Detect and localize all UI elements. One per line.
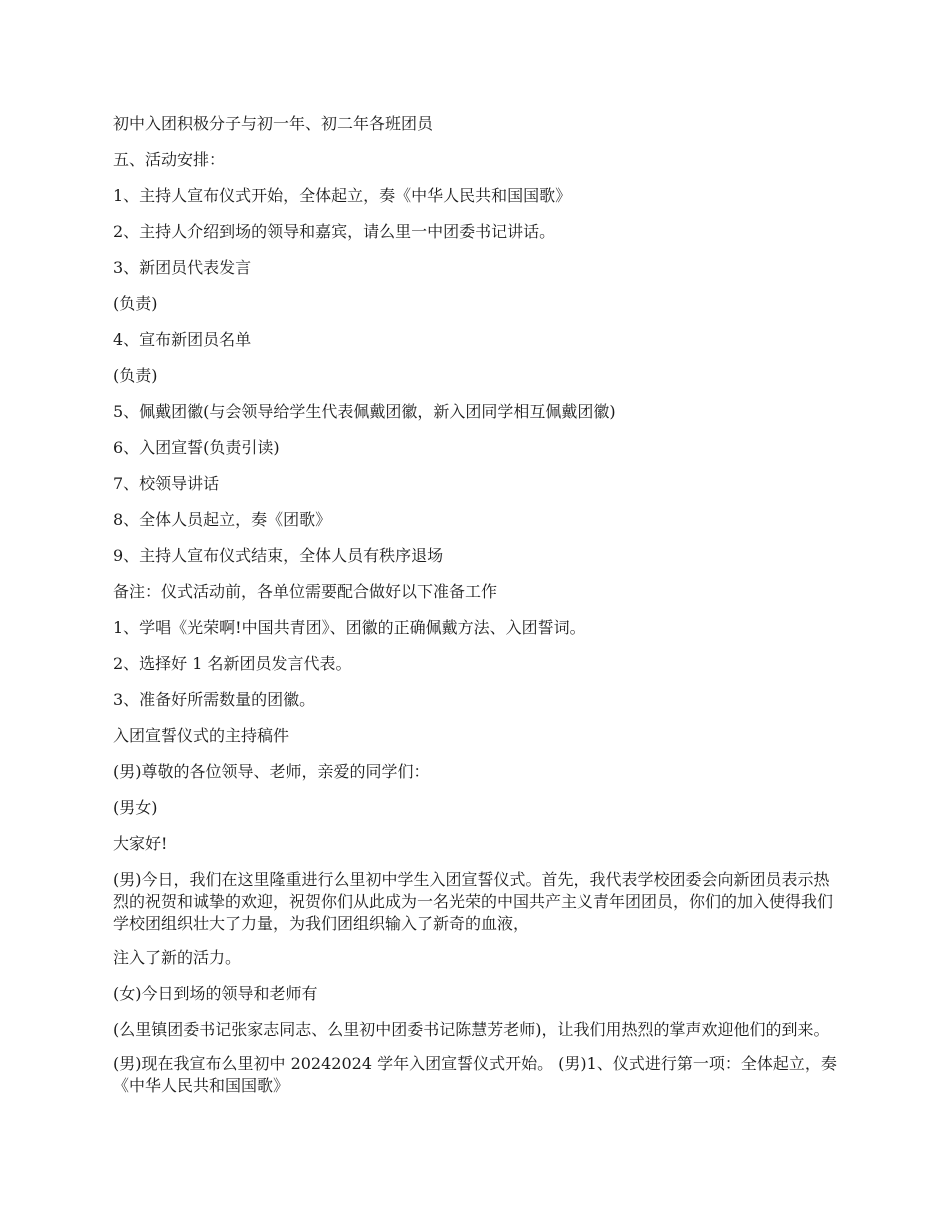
document-body <box>113 113 843 1111</box>
schedule-item-4: 4、宣布新团员名单 <box>113 330 252 349</box>
schedule-item-1: 1、主持人宣布仪式开始，全体起立，奏《中华人民共和国国歌》 <box>113 186 572 205</box>
prep-item-1: 1、学唱《光荣啊!中国共青团》、团徽的正确佩戴方法、入团誓词。 <box>113 618 586 637</box>
schedule-item-8: 8、全体人员起立，奏《团歌》 <box>113 510 332 529</box>
script-title: 入团宣誓仪式的主持稿件 <box>113 726 290 745</box>
schedule-item-3: 3、新团员代表发言 <box>113 258 252 277</box>
schedule-item-7: 7、校领导讲话 <box>113 474 220 493</box>
schedule-item-6: 6、入团宣誓(负责引读) <box>113 438 280 457</box>
remarks-heading: 备注：仪式活动前，各单位需要配合做好以下准备工作 <box>113 582 498 601</box>
script-guests-list: (么里镇团委书记张家志同志、么里初中团委书记陈慧芳老师)，让我们用热烈的掌声欢迎他们的到来。 <box>113 1020 830 1039</box>
script-opening-continued: 注入了新的活力。 <box>113 948 242 967</box>
script-guests-intro: (女)今日到场的领导和老师有 <box>113 984 318 1003</box>
section-heading-activity-schedule: 五、活动安排： <box>113 150 226 169</box>
prep-item-2: 2、选择好 1 名新团员发言代表。 <box>113 654 352 673</box>
responsible-note: (负责) <box>113 366 158 385</box>
script-hello: 大家好! <box>113 834 168 853</box>
participants-line: 初中入团积极分子与初一年、初二年各班团员 <box>113 114 434 133</box>
schedule-item-9: 9、主持人宣布仪式结束，全体人员有秩序退场 <box>113 546 444 565</box>
script-opening-paragraph: (男)今日，我们在这里隆重进行么里初中学生入团宣誓仪式。首先，我代表学校团委会向新团员表示热烈的祝贺和诚挚的欢迎，祝贺你们从此成为一名光荣的中国共产主义青年团团员，你们的加入使得我们学校团组织壮大了力量，为我们团组织输入了新奇的血液， <box>113 870 834 933</box>
script-speakers: (男女) <box>113 798 158 817</box>
responsible-note: (负责) <box>113 294 158 313</box>
schedule-item-5: 5、佩戴团徽(与会领导给学生代表佩戴团徽，新入团同学相互佩戴团徽) <box>113 402 616 421</box>
schedule-item-2: 2、主持人介绍到场的领导和嘉宾，请么里一中团委书记讲话。 <box>113 222 556 241</box>
script-greeting: (男)尊敬的各位领导、老师，亲爱的同学们： <box>113 762 430 781</box>
prep-item-3: 3、准备好所需数量的团徽。 <box>113 690 316 709</box>
script-ceremony-start: (男)现在我宣布么里初中 20242024 学年入团宣誓仪式开始。 (男)1、仪式进行第一项：全体起立，奏《中华人民共和国国歌》 <box>113 1054 837 1095</box>
